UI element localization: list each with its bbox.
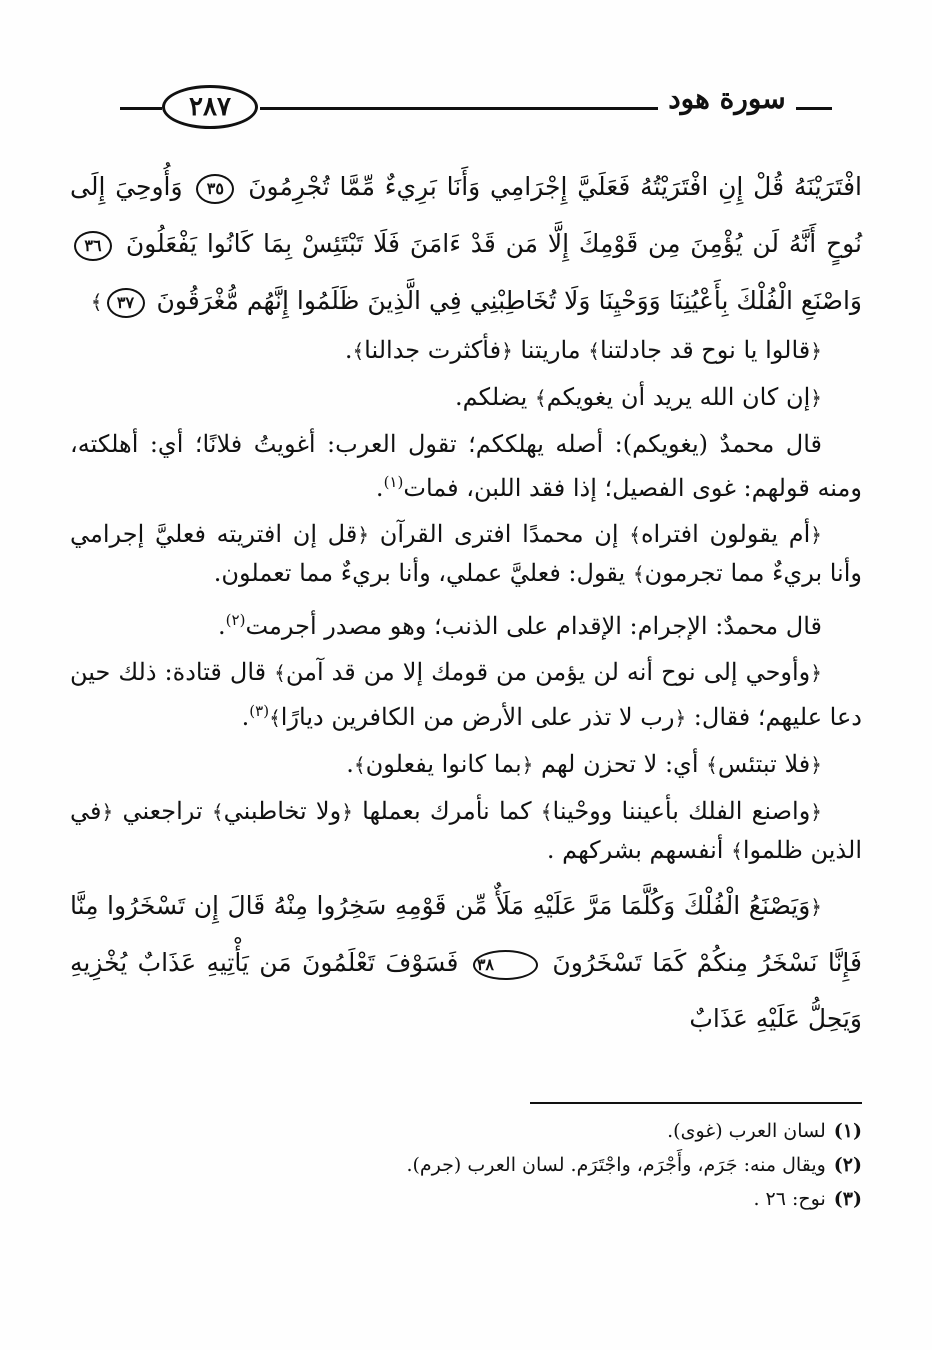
footnote-item: [300, 1114, 862, 1148]
footnote-ref: (٣): [249, 702, 270, 720]
footnote-text: لسان العرب (غوى).: [667, 1120, 826, 1142]
commentary-text: قال قتادة: ذلك حين دعا عليهم؛ فقال:: [70, 658, 862, 731]
ayah-number-36: ٣٦: [74, 231, 112, 261]
commentary-text: إن محمدًا افترى القرآن: [379, 520, 619, 548]
commentary-paragraph: قال محمدٌ (يغويكم): أصله يهلككم؛ تقول العرب: أغويتُ فلانًا؛ أي: أهلكته، ومنه قولهم: غوى الفصيل؛ إذا فقد اللبن، فمات$^{(١)}$.: [70, 430, 862, 502]
footnote-number: (٢): [833, 1154, 862, 1176]
quran-verse-text: افْتَرَيْنَهُ قُلْ إِنِ افْتَرَيْتُهُ فَعَلَيَّ إِجْرَامِي وَأَنَا بَرِيءٌ مِّمَّا تُجْرِمُونَ: [248, 172, 862, 201]
footnote-number: (٣): [833, 1188, 862, 1210]
commentary-text: أنفسهم بشركهم .: [546, 836, 724, 864]
footnote-ref: (٢): [225, 611, 246, 629]
commentary-text: قال محمدٌ (يغويكم): أصله يهلككم؛ تقول العرب: أغويتُ فلانًا؛ أي: أهلكته، ومنه قولهم: غوى الفصيل؛ إذا فقد اللبن، فمات: [70, 430, 862, 502]
quoted-verse: ولا تخاطبني: [223, 797, 342, 825]
quran-verses-block: افْتَرَيْنَهُ قُلْ إِنِ افْتَرَيْتُهُ فَعَلَيَّ إِجْرَامِي وَأَنَا بَرِيءٌ مِّمَّا تُجْرِمُونَ ٣٥ وَأُوحِيَ إِلَى نُوحٍ أَنَّهُ لَن يُؤْمِنَ مِن قَوْمِكَ إِلَّا مَن قَدْ ءَامَنَ فَلَا تَبْتَئِسْ بِمَا كَانُوا يَفْعَلُونَ ٣٦ وَاصْنَعِ الْفُلْكَ بِأَعْيُنِنَا وَوَحْيِنَا وَلَا تُخَاطِبْنِي فِي الَّذِينَ ظَلَمُوا إِنَّهُم مُّغْرَقُونَ ٣٧﴾: [70, 158, 862, 331]
quran-verse-text: وَيَصْنَعُ الْفُلْكَ وَكُلَّمَا مَرَّ عَلَيْهِ مَلَأٌ مِّن قَوْمِهِ سَخِرُوا مِنْهُ قَالَ إِن تَسْخَرُوا مِنَّا فَإِنَّا نَسْخَرُ مِنكُمْ كَمَا تَسْخَرُونَ: [70, 891, 862, 977]
quoted-verse: في الذين ظلموا: [70, 797, 862, 864]
quoted-verse: واصنع الفلك بأعيننا ووحْينا: [552, 797, 811, 825]
page-body: [70, 158, 862, 1055]
quoted-verse: رب لا تذر على الأرض من الكافرين ديارًا: [280, 703, 675, 731]
quoted-verse: قل إن افتريته فعليَّ إجرامي وأنا بريءٌ مما تجرمون: [70, 520, 862, 587]
quoted-verse: وأوحي إلى نوح أنه لن يؤمن من قومك إلا من قد آمن: [285, 658, 811, 686]
quran-verse-text: وَأُوحِيَ إِلَى نُوحٍ أَنَّهُ لَن يُؤْمِنَ مِن قَوْمِكَ إِلَّا مَن قَدْ ءَامَنَ فَلَا تَبْتَئِسْ بِمَا كَانُوا يَفْعَلُونَ: [70, 172, 863, 258]
quoted-verse: بما كانوا يفعلون: [365, 750, 522, 778]
quran-verses-block: ﴿وَيَصْنَعُ الْفُلْكَ وَكُلَّمَا مَرَّ عَلَيْهِ مَلَأٌ مِّن قَوْمِهِ سَخِرُوا مِنْهُ قَالَ إِن تَسْخَرُوا مِنَّا فَإِنَّا نَسْخَرُ مِنكُمْ كَمَا تَسْخَرُونَ ٣٨ فَسَوْفَ تَعْلَمُونَ مَن يَأْتِيهِ عَذَابٌ يُخْزِيهِ وَيَحِلُّ عَلَيْهِ عَذَابٌ: [70, 891, 862, 1033]
footnote-text: نوح: ٢٦ .: [753, 1188, 826, 1210]
footnote-number: (١): [833, 1120, 862, 1142]
ayah-number-35: ٣٥: [196, 174, 234, 204]
footnote-item: [300, 1148, 862, 1182]
commentary-paragraph: قال محمدٌ: الإجرام: الإقدام على الذنب؛ وهو مصدر أجرمت$^{(٢)}$.: [218, 611, 822, 640]
header-rule-middle: [260, 107, 658, 110]
commentary-paragraph: ﴿واصنع الفلك بأعيننا ووحْينا﴾ كما نأمرك بعملها ﴿ولا تخاطبني﴾ تراجعني ﴿في الذين ظلموا﴾ أنفسهم بشركهم .: [70, 797, 862, 864]
commentary-text: قال محمدٌ: الإجرام: الإقدام على الذنب؛ وهو مصدر أجرمت: [245, 612, 822, 640]
commentary-text: ماريتنا: [520, 336, 581, 364]
header-rule-right: [796, 107, 832, 110]
commentary-paragraph: ﴿فلا تبتئس﴾ أي: لا تحزن لهم ﴿بما كانوا يفعلون﴾.: [346, 750, 822, 778]
commentary-text: أي: لا تحزن لهم: [540, 750, 699, 778]
quoted-verse: أم يقولون افتراه: [640, 520, 811, 548]
ayah-number-37: ٣٧: [107, 288, 145, 318]
footnote-text: ويقال منه: جَرَم، وأَجْرَم، واجْتَرَم. لسان العرب (جرم).: [406, 1154, 826, 1176]
quoted-verse: إن كان الله يريد أن يغويكم: [546, 383, 811, 411]
quoted-verse: فأكثرت جدالنا: [364, 336, 502, 364]
commentary-text: يضلكم.: [454, 383, 528, 411]
header-rule-left: [120, 107, 162, 110]
commentary-paragraph: ﴿وأوحي إلى نوح أنه لن يؤمن من قومك إلا من قد آمن﴾ قال قتادة: ذلك حين دعا عليهم؛ فقال: ﴿رب لا تذر على الأرض من الكافرين ديارًا﴾$^{(٣)}$.: [70, 658, 862, 731]
page-number: ٢٨٧: [162, 85, 258, 129]
footnotes: [300, 1114, 862, 1216]
quran-verse-text: وَاصْنَعِ الْفُلْكَ بِأَعْيُنِنَا وَوَحْيِنَا وَلَا تُخَاطِبْنِي فِي الَّذِينَ ظَلَمُوا إِنَّهُم مُّغْرَقُونَ: [156, 286, 862, 315]
quoted-verse: فلا تبتئس: [717, 750, 811, 778]
commentary-text: تراجعني: [122, 797, 203, 825]
commentary-text: كما نأمرك بعملها: [362, 797, 532, 825]
quran-verse-text: فَسَوْفَ تَعْلَمُونَ مَن يَأْتِيهِ عَذَابٌ يُخْزِيهِ وَيَحِلُّ عَلَيْهِ عَذَابٌ: [70, 948, 862, 1033]
commentary-paragraph: ﴿أم يقولون افتراه﴾ إن محمدًا افترى القرآن ﴿قل إن افتريته فعليَّ إجرامي وأنا بريءٌ مما تجرمون﴾ يقول: فعليَّ عملي، وأنا بريءٌ مما تعملون.: [70, 520, 862, 587]
footnote-separator: [530, 1102, 862, 1104]
ayah-number-38: ٣٨: [473, 950, 538, 980]
commentary-paragraph: ﴿إن كان الله يريد أن يغويكم﴾ يضلكم.: [454, 383, 822, 411]
footnote-item: [300, 1182, 862, 1216]
surah-title: سورة هود: [660, 82, 794, 115]
page-header: [120, 80, 832, 140]
commentary-text: يقول: فعليَّ عملي، وأنا بريءٌ مما تعملون.: [213, 559, 626, 587]
commentary-paragraph: ﴿قالوا يا نوح قد جادلتنا﴾ ماريتنا ﴿فأكثرت جدالنا﴾.: [344, 336, 822, 364]
footnote-ref: (١): [383, 473, 404, 491]
quoted-verse: قالوا يا نوح قد جادلتنا: [600, 336, 811, 364]
